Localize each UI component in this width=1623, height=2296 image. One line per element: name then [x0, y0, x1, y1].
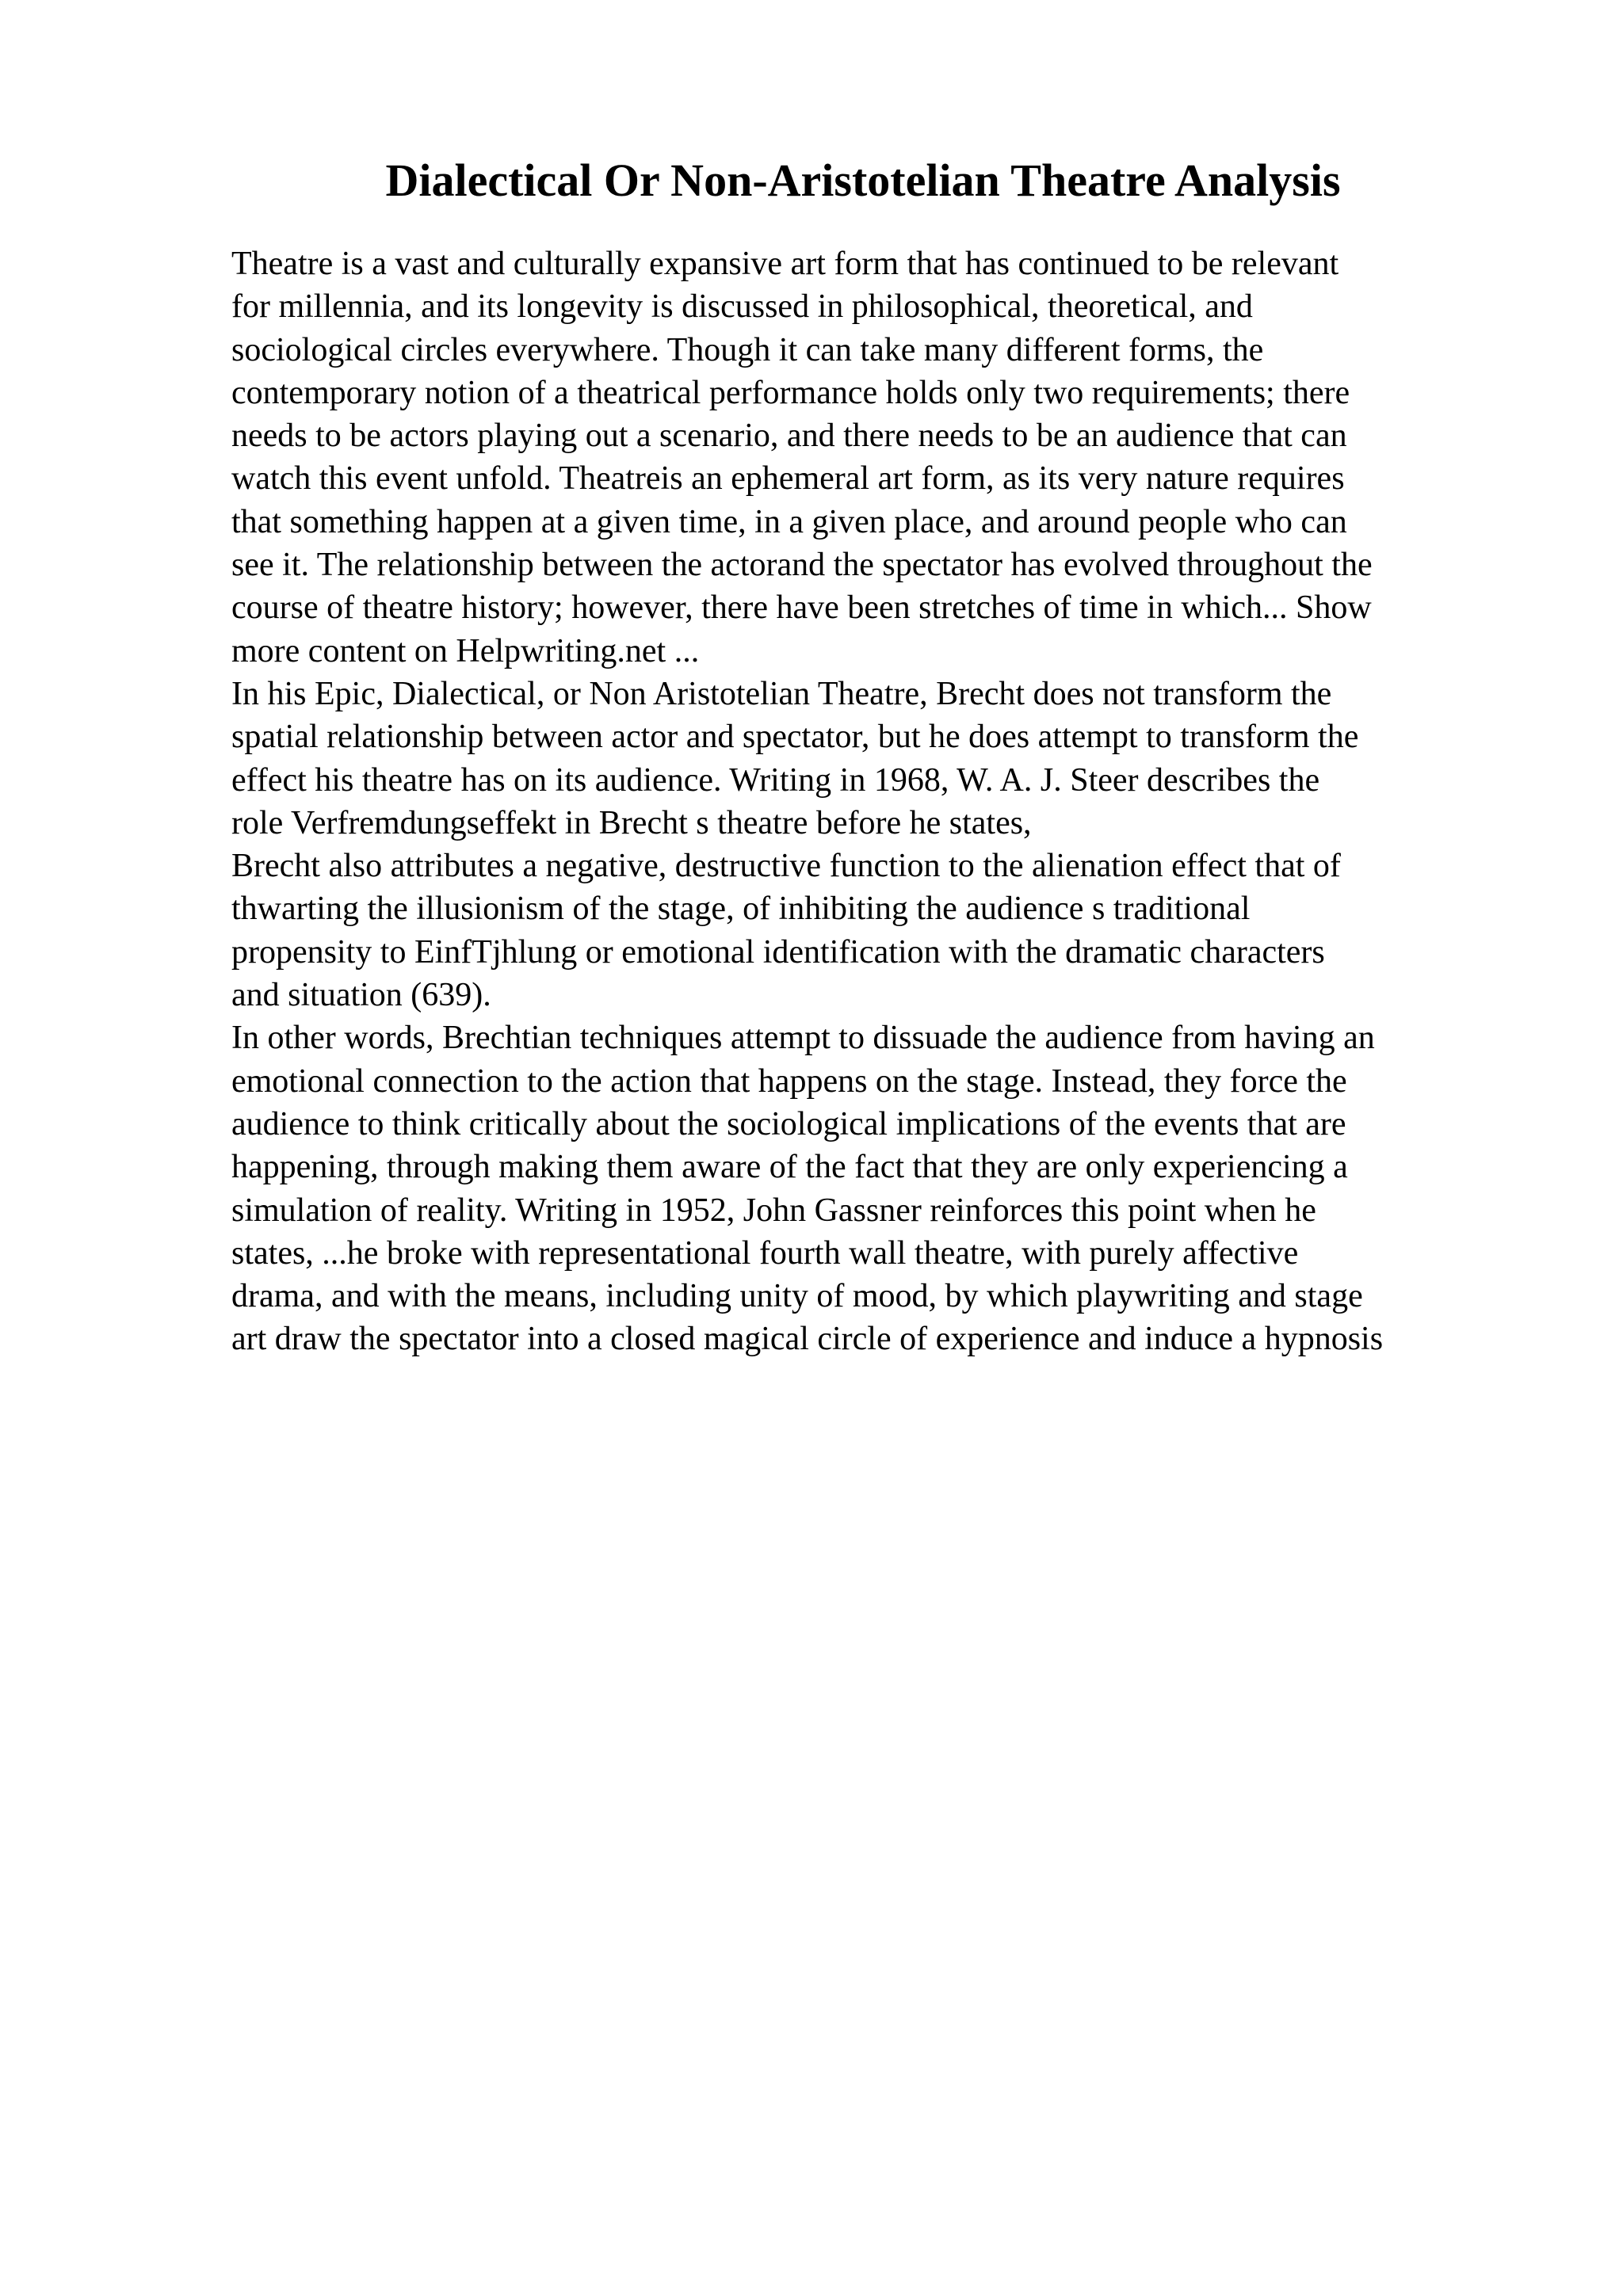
body-line: art draw the spectator into a closed magical circle of experience and induce a hypnosis — [231, 1321, 1384, 1358]
body-line: propensity to EinfΤjhlung or emotional identification with the dramatic characters — [231, 933, 1325, 971]
body-line: needs to be actors playing out a scenario, and there needs to be an audience that can — [231, 418, 1347, 455]
body-line: audience to think critically about the sociological implications of the events that are — [231, 1105, 1346, 1142]
body-line: role Verfremdungseffekt in Brecht s theatre before he states, — [231, 804, 1032, 841]
body-line: thwarting the illusionism of the stage, of inhibiting the audience s traditional — [231, 891, 1251, 928]
document-title: Dialectical Or Non-Aristotelian Theatre Analysis — [385, 154, 1341, 206]
body-line: course of theatre history; however, there have been stretches of time in which... Show — [231, 589, 1372, 627]
body-line: for millennia, and its longevity is discussed in philosophical, theoretical, and — [231, 288, 1253, 326]
body-line: and situation (639). — [231, 977, 491, 1014]
body-line: more content on Helpwriting.net ... — [231, 632, 700, 669]
body-line: simulation of reality. Writing in 1952, John Gassner reinforces this point when he — [231, 1192, 1316, 1229]
body-line: that something happen at a given time, in a given place, and around people who can — [231, 503, 1347, 540]
body-line: Theatre is a vast and culturally expansive art form that has continued to be relevant — [231, 246, 1339, 282]
body-line: In his Epic, Dialectical, or Non Aristotelian Theatre, Brecht does not transform the — [231, 675, 1332, 712]
body-line: states, ...he broke with representational fourth wall theatre, with purely affective — [231, 1234, 1299, 1272]
body-line: effect his theatre has on its audience. Writing in 1968, W. A. J. Steer describes the — [231, 761, 1320, 799]
body-line: drama, and with the means, including unity of mood, by which playwriting and stage — [231, 1278, 1363, 1315]
body-line: emotional connection to the action that happens on the stage. Instead, they force the — [231, 1062, 1347, 1100]
body-line: happening, through making them aware of the fact that they are only experiencing a — [231, 1149, 1348, 1186]
body-line: spatial relationship between actor and spectator, but he does attempt to transform the — [231, 719, 1359, 756]
body-line: Brecht also attributes a negative, destructive function to the alienation effect that of — [231, 848, 1341, 885]
body-line: watch this event unfold. Theatreis an ephemeral art form, as its very nature requires — [231, 460, 1345, 498]
body-line: see it. The relationship between the actorand the spectator has evolved throughout the — [231, 547, 1373, 584]
document-body — [231, 242, 1531, 1361]
body-line: contemporary notion of a theatrical performance holds only two requirements; there — [231, 374, 1350, 411]
body-line: sociological circles everywhere. Though it can take many different forms, the — [231, 331, 1264, 368]
body-line: In other words, Brechtian techniques attempt to dissuade the audience from having an — [231, 1020, 1375, 1057]
